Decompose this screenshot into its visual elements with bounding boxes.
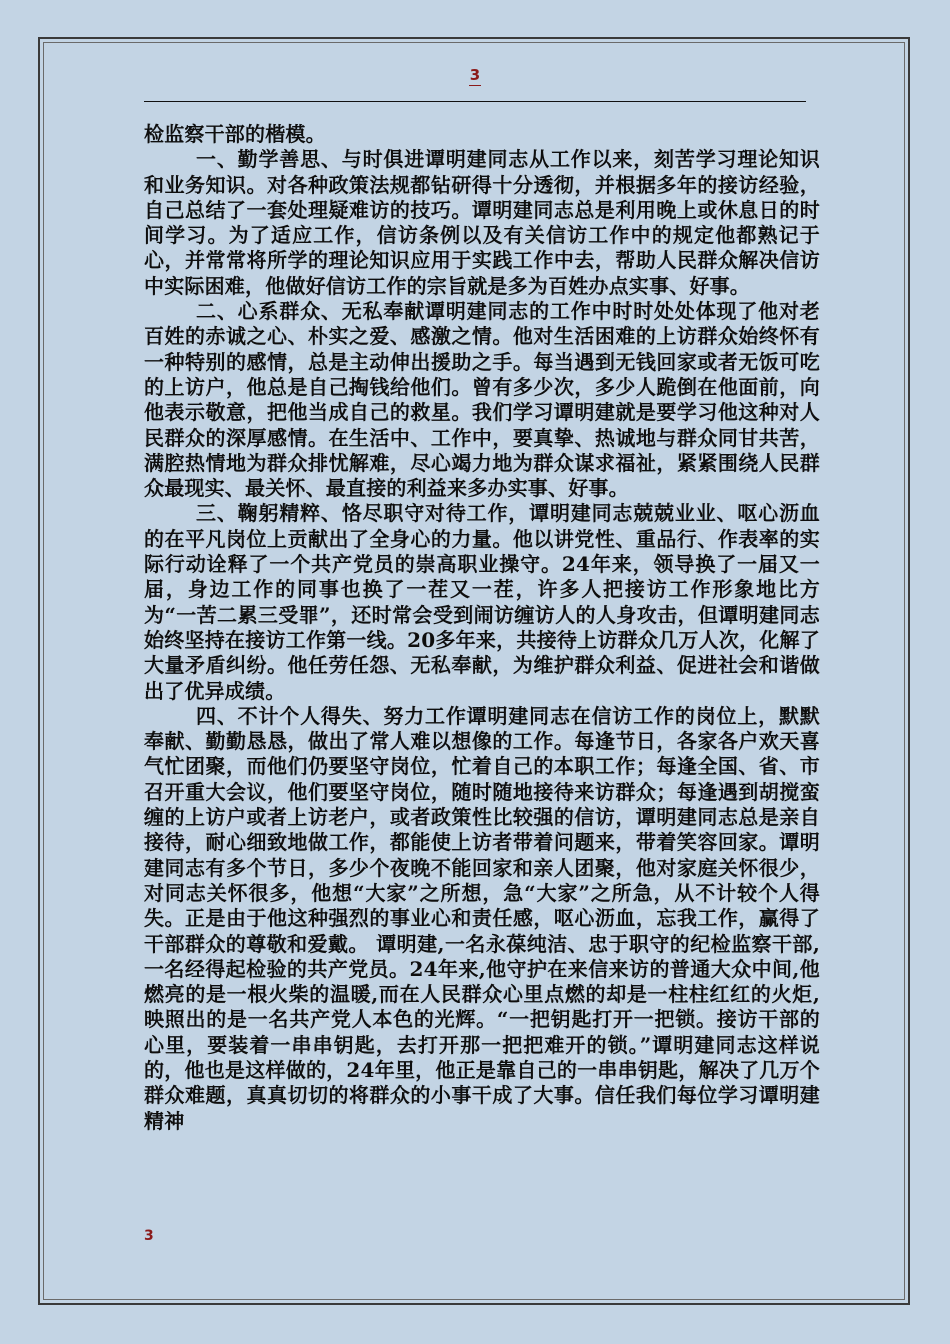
- header-divider: [144, 101, 806, 102]
- paragraph-section-1: 一、勤学善思、与时俱进谭明建同志从工作以来，刻苦学习理论知识和业务知识。对各种政策法规都钻研得十分透彻，并根据多年的接访经验，自己总结了一套处理疑难访的技巧。谭明建同志总是利用晚上或休息日的时间学习。为了适应工作，信访条例以及有关信访工作中的规定他都熟记于心，并常常将所学的理论知识应用于实践工作中去，帮助人民群众解决信访中实际困难，他做好信访工作的宗旨就是多为百姓办点实事、好事。: [144, 147, 820, 298]
- footer-page-number: 3: [144, 1228, 154, 1244]
- paragraph-section-4: 四、不计个人得失、努力工作谭明建同志在信访工作的岗位上，默默奉献、勤勤恳恳，做出了常人难以想像的工作。每逢节日，各家各户欢天喜气忙团聚，而他们仍要坚守岗位，忙着自己的本职工作；每逢全国、省、市召开重大会议，他们要坚守岗位，随时随地接待来访群众；每逢遇到胡搅蛮缠的上访户或者上访老户，或者政策性比较强的信访，谭明建同志总是亲自接待，耐心细致地做工作，都能使上访者带着问题来，带着笑容回家。谭明建同志有多个节日，多少个夜晚不能回家和亲人团聚，他对家庭关怀很少，对同志关怀很多，他想“大家”之所想，急“大家”之所急，从不计较个人得失。正是由于他这种强烈的事业心和责任感，呕心沥血，忘我工作，赢得了干部群众的尊敬和爱戴。 谭明建,一名永葆纯洁、忠于职守的纪检监察干部,一名经得起检验的共产党员。24年来,他守护在来信来访的普通大众中间,他燃亮的是一根火柴的温暖,而在人民群众心里点燃的却是一柱柱红红的火炬,映照出的是一名共产党人本色的光辉。“一把钥匙打开一把锁。接访干部的心里，要装着一串串钥匙，去打开那一把把难开的锁。”谭明建同志这样说的，他也是这样做的，24年里，他正是靠自己的一串串钥匙，解决了几万个群众难题，真真切切的将群众的小事干成了大事。信任我们每位学习谭明建精神: [144, 703, 820, 1133]
- paragraph-section-3: 三、鞠躬精粹、恪尽职守对待工作，谭明建同志兢兢业业、呕心沥血的在平凡岗位上贡献出了全身心的力量。他以讲党性、重品行、作表率的实际行动诠释了一个共产党员的崇高职业操守。24年来，领导换了一届又一届，身边工作的同事也换了一茬又一茬，许多人把接访工作形象地比方为“一苦二累三受罪”，还时常会受到闹访缠访人的人身攻击，但谭明建同志始终坚持在接访工作第一线。20多年来，共接待上访群众几万人次，化解了大量矛盾纠纷。他任劳任怨、无私奉献，为维护群众利益、促进社会和谐做出了优异成绩。: [144, 501, 820, 703]
- paragraph-continuation: 检监察干部的楷模。: [144, 122, 326, 146]
- header-page-number: 3: [469, 66, 481, 84]
- paragraph-section-2: 二、心系群众、无私奉献谭明建同志的工作中时时处处体现了他对老百姓的赤诚之心、朴实之爱、感激之情。他对生活困难的上访群众始终怀有一种特别的感情，总是主动伸出援助之手。每当遇到无钱回家或者无饭可吃的上访户，他总是自己掏钱给他们。曾有多少次，多少人跪倒在他面前，向他表示敬意，把他当成自己的救星。我们学习谭明建就是要学习他这种对人民群众的深厚感情。在生活中、工作中，要真挚、热诚地与群众同甘共苦，满腔热情地为群众排忧解难，尽心竭力地为群众谋求福祉，紧紧围绕人民群众最现实、最关怀、最直接的利益来多办实事、好事。: [144, 299, 820, 501]
- document-body: [144, 122, 820, 1134]
